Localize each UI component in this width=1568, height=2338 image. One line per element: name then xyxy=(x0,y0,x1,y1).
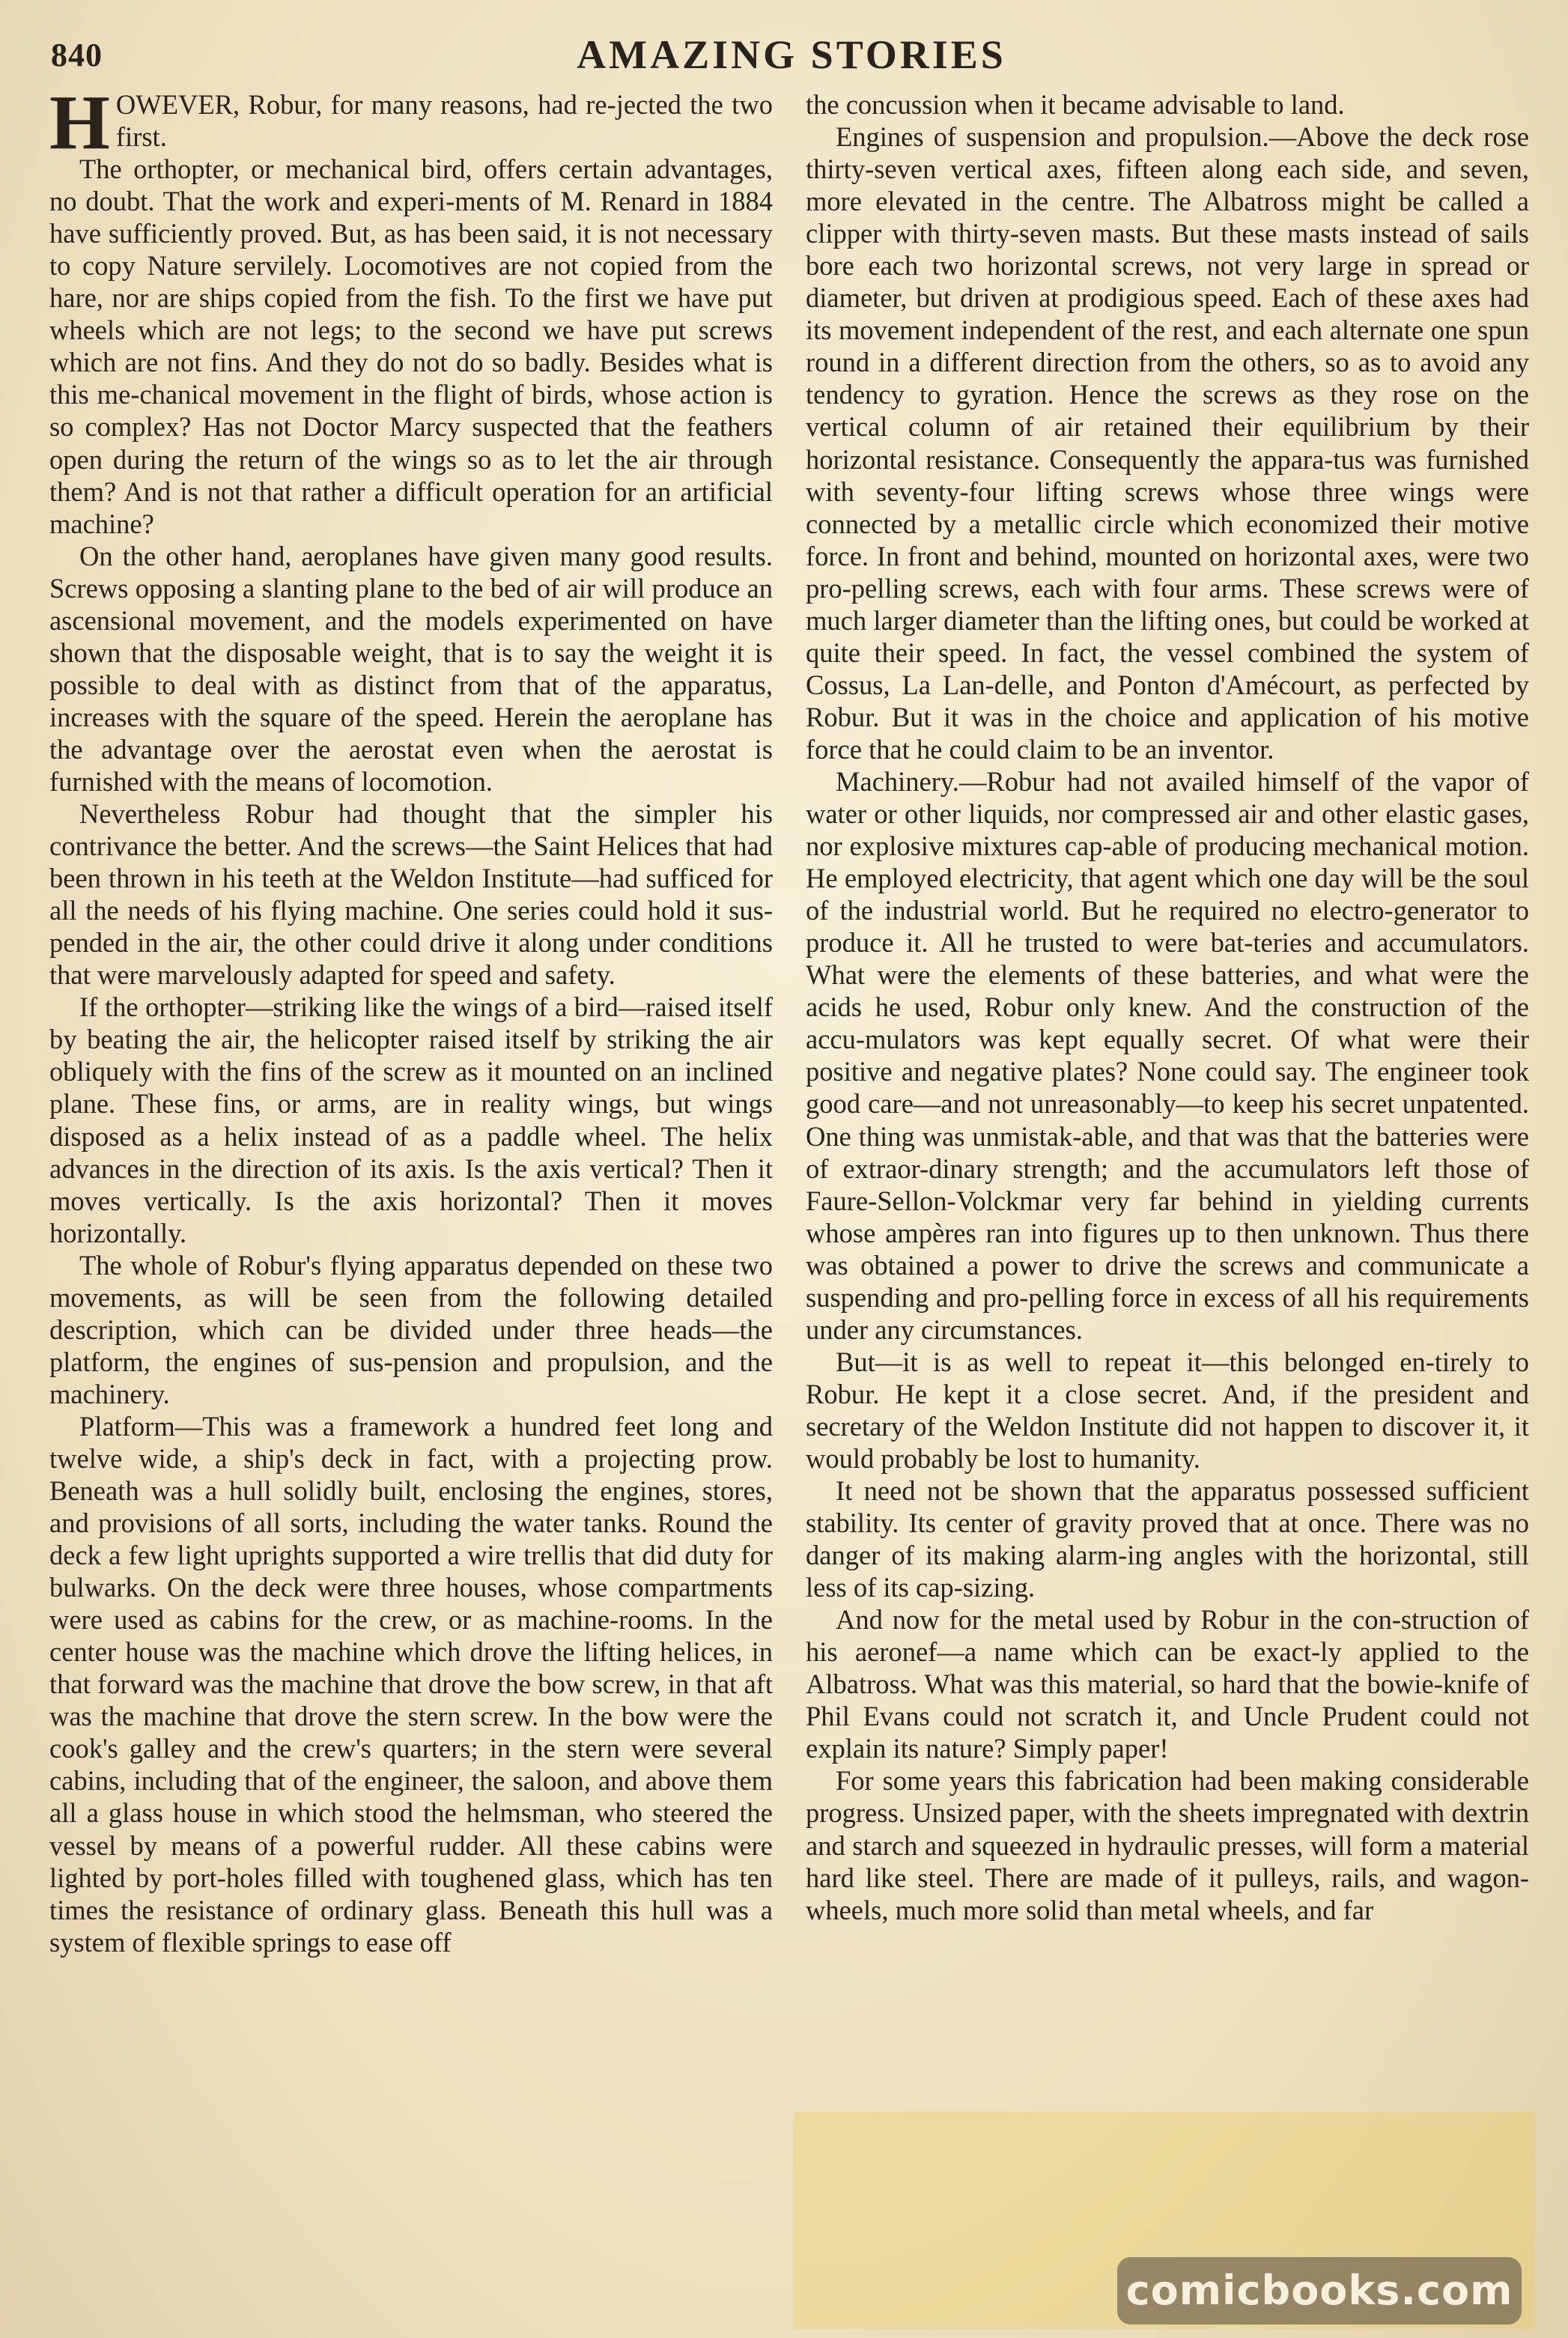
paragraph xyxy=(49,991,773,1248)
paragraph-text: The whole of Robur's flying apparatus depended on these two movements, as will be seen from the following detailed description, which can be divided under three heads—the platform, the engines of sus-pension and propulsion, and the machinery. xyxy=(49,1249,773,1409)
magazine-title: AMAZING STORIES xyxy=(577,32,1006,77)
paragraph-text: Engines of suspension and propulsion.—Above the deck rose thirty-seven vertical axes, fifteen along each side, and seven, more elevated in the centre. The Albatross might be called a clipper with thirty-seven masts. But these masts instead of sails bore each two horizontal screws, not very large in spread or diameter, but driven at prodigious speed. Each of these axes had its movement independent of the rest, and each alternate one spun round in a different direction from the others, so as to avoid any tendency to gyration. Hence the screws as they rose on the vertical column of air retained their equilibrium by their horizontal resistance. Consequently the appara-tus was furnished with seventy-four lifting screws whose three wings were connected by a metallic circle which economized their motive force. In front and behind, mounted on horizontal axes, were two pro-pelling screws, each with four arms. These screws were of much larger diameter than the lifting ones, but could be worked at quite their speed. In fact, the vessel combined the system of Cossus, La Lan-delle, and Ponton d'Amécourt, as perfected by Robur. But it was in the choice and application of his motive force that he could claim to be an inventor. xyxy=(806,121,1529,765)
paragraph-text: It need not be shown that the apparatus possessed sufficient stability. Its center of gravity proved that at once. There was no danger of its making alarm-ing angles with the horizontal, still less of its cap-sizing. xyxy=(806,1475,1529,1603)
paragraph-text: Machinery.—Robur had not availed himself of the vapor of water or other liquids, nor compressed air and other elastic gases, nor explosive mixtures cap-able of producing mechanical motion. He employed electricity, that agent which one day will be the soul of the industrial world. But he required no electro-generator to produce it. All he trusted to were bat-teries and accumulators. What were the elements of these batteries, and what were the acids he used, Robur only knew. And the construction of the accu-mulators was kept equally secret. Of what were their positive and negative plates? None could say. The engineer took good care—and not unreasonably—to keep his secret unpatented. One thing was unmistak-able, and that was that the batteries were of extraor-dinary strength; and the accumulators left those of Faure-Sellon-Volckmar very far behind in yielding currents whose ampères ran into figures up to then unknown. Thus there was obtained a power to drive the screws and communicate a suspending and pro-pelling force in excess of all his requirements under any circumstances. xyxy=(806,765,1529,1345)
paragraph xyxy=(806,88,1529,121)
paragraph xyxy=(49,153,773,540)
paragraph-text: The orthopter, or mechanical bird, offers certain advantages, no doubt. That the work and experi-ments of M. Renard in 1884 have sufficiently proved. But, as has been said, it is not necessary to copy Nature servilely. Locomotives are not copied from the hare, nor are ships copied from the fish. To the first we have put wheels which are not legs; to the second we have put screws which are not fins. And they do not do so badly. Besides what is this me-chanical movement in the flight of birds, whose action is so complex? Has not Doctor Marcy suspected that the feathers open during the return of the wings so as to let the air through them? And is not that rather a difficult operation for an artificial machine? xyxy=(49,154,773,539)
paragraph xyxy=(806,1346,1529,1475)
paragraph-text: And now for the metal used by Robur in the con-struction of his aeronef—a name which can be exact-ly applied to the Albatross. What was this material, so hard that the bowie-knife of Phil Evans could not scratch it, and Uncle Prudent could not explain its nature? Simply paper! xyxy=(806,1604,1529,1764)
paragraph xyxy=(49,1249,773,1410)
watermark-logo: comicbooks.com xyxy=(1117,2257,1522,2325)
paragraph xyxy=(806,1475,1529,1603)
page-number: 840 xyxy=(51,37,103,73)
paragraph xyxy=(49,540,773,798)
paragraph-text: On the other hand, aeroplanes have given many good results. Screws opposing a slanting plane to the bed of air will produce an ascensional movement, and the models experimented on have shown that the disposable weight, that is to say the weight it is possible to deal with as distinct from that of the apparatus, increases with the square of the speed. Herein the aeroplane has the advantage over the aerostat even when the aerostat is furnished with the means of locomotion. xyxy=(49,540,773,797)
paragraph-text: Nevertheless Robur had thought that the simpler his contrivance the better. And the screws—the Saint Helices that had been thrown in his teeth at the Weldon Institute—had sufficed for all the needs of his flying machine. One series could hold it sus-pended in the air, the other could drive it along under conditions that were marvelously adapted for speed and safety. xyxy=(49,798,773,991)
drop-cap: H xyxy=(49,79,110,166)
paragraph xyxy=(806,765,1529,1346)
paragraph-text: OWEVER, Robur, for many reasons, had re-jected the two first. xyxy=(115,89,773,153)
left-text-column xyxy=(49,79,773,1958)
right-text-column xyxy=(806,88,1529,1926)
paragraph-text: For some years this fabrication had been making considerable progress. Unsized paper, with the sheets impregnated with dextrin and starch and squeezed in hydraulic presses, will form a material hard like steel. There are made of it pulleys, rails, and wagon-wheels, much more solid than metal wheels, and far xyxy=(806,1765,1529,1925)
paragraph xyxy=(49,798,773,991)
paragraph xyxy=(806,1764,1529,1925)
paragraph-text: But—it is as well to repeat it—this belonged en-tirely to Robur. He kept it a close secret. And, if the president and secretary of the Weldon Institute did not happen to discover it, it would probably be lost to humanity. xyxy=(806,1346,1529,1474)
page-header xyxy=(46,28,1537,81)
paragraph xyxy=(806,121,1529,765)
paragraph xyxy=(806,1603,1529,1764)
paragraph xyxy=(49,1410,773,1958)
paragraph-text: the concussion when it became advisable to land. xyxy=(806,89,1345,120)
paragraph-text: If the orthopter—striking like the wings of a bird—raised itself by beating the air, the helicopter raised itself by striking the air obliquely with the fins of the screw as it mounted on an inclined plane. These fins, or arms, are in reality wings, but wings disposed as a helix instead of as a paddle wheel. The helix advances in the direction of its axis. Is the axis vertical? Then it moves vertically. Is the axis horizontal? Then it moves horizontally. xyxy=(49,992,773,1248)
paragraph xyxy=(49,79,773,166)
paragraph-text: Platform—This was a framework a hundred feet long and twelve wide, a ship's deck in fact, with a projecting prow. Beneath was a hull solidly built, enclosing the engines, stores, and provisions of all sorts, including the water tanks. Round the deck a few light uprights supported a wire trellis that did duty for bulwarks. On the deck were three houses, whose compartments were used as cabins for the crew, or as machine-rooms. In the center house was the machine which drove the lifting helices, in that forward was the machine that drove the bow screw, in that aft was the machine that drove the stern screw. In the bow were the cook's galley and the crew's quarters; in the stern were several cabins, including that of the engineer, the saloon, and above them all a glass house in which stood the helmsman, who steered the vessel by means of a powerful rudder. All these cabins were lighted by port-holes filled with toughened glass, which has ten times the resistance of ordinary glass. Beneath this hull was a system of flexible springs to ease off xyxy=(49,1410,773,1958)
